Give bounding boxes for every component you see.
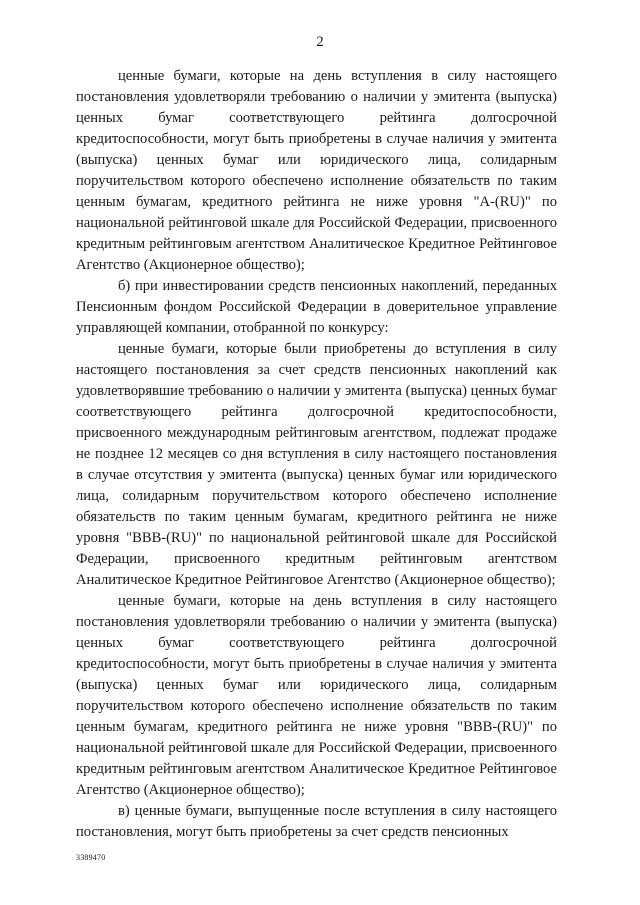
paragraph-item-b-pension-savings: б) при инвестировании средств пенсионных накоплений, переданных Пенсионным фондом Российской Федерации в доверительное управление управляющей компании, отобранной по конкурсу: bbox=[76, 278, 557, 336]
document-body bbox=[76, 66, 557, 843]
paragraph-securities-acquired-before: ценные бумаги, которые были приобретены до вступления в силу настоящего постановления за счет средств пенсионных накоплений как удовлетворявшие требованию о наличии у эмитента (выпуска) ценных бумаг соответствующего рейтинга долгосрочной кредитоспособности, присвоенного международным рейтинговым агентством, подлежат продаже не позднее 12 месяцев со дня вступления в силу настоящего постановления в случае отсутствия у эмитента (выпуска) ценных бумаг или юридического лица, солидарным поручительством которого обеспечено исполнение обязательств по таким ценным бумагам, кредитного рейтинга не ниже уровня "BBB-(RU)" по национальной рейтинговой шкале для Российской Федерации, присвоенного кредитным рейтинговым агентством Аналитическое Кредитное Рейтинговое Агентство (Акционерное общество); bbox=[76, 341, 557, 588]
page-number: 2 bbox=[316, 34, 324, 50]
paragraph-securities-bbb-rating: ценные бумаги, которые на день вступления в силу настоящего постановления удовлетворяли требованию о наличии у эмитента (выпуска) ценных бумаг соответствующего рейтинга долгосрочной кредитоспособности, могут быть приобретены в случае наличия у эмитента (выпуска) ценных бумаг или юридического лица, солидарным поручительством которого обеспечено исполнение обязательств по таким ценным бумагам, кредитного рейтинга не ниже уровня "BBB-(RU)" по национальной рейтинговой шкале для Российской Федерации, присвоенного кредитным рейтинговым агентством Аналитическое Кредитное Рейтинговое Агентство (Акционерное общество); bbox=[76, 593, 557, 798]
paragraph-item-v-new-securities: в) ценные бумаги, выпущенные после вступления в силу настоящего постановления, могут быть приобретены за счет средств пенсионных bbox=[76, 803, 557, 840]
document-code: 3389470 bbox=[76, 853, 106, 862]
paragraph-securities-a-rating: ценные бумаги, которые на день вступления в силу настоящего постановления удовлетворяли требованию о наличии у эмитента (выпуска) ценных бумаг соответствующего рейтинга долгосрочной кредитоспособности, могут быть приобретены в случае наличия у эмитента (выпуска) ценных бумаг или юридического лица, солидарным поручительством которого обеспечено исполнение обязательств по таким ценным бумагам, кредитного рейтинга не ниже уровня "A-(RU)" по национальной рейтинговой шкале для Российской Федерации, присвоенного кредитным рейтинговым агентством Аналитическое Кредитное Рейтинговое Агентство (Акционерное общество); bbox=[76, 68, 557, 273]
